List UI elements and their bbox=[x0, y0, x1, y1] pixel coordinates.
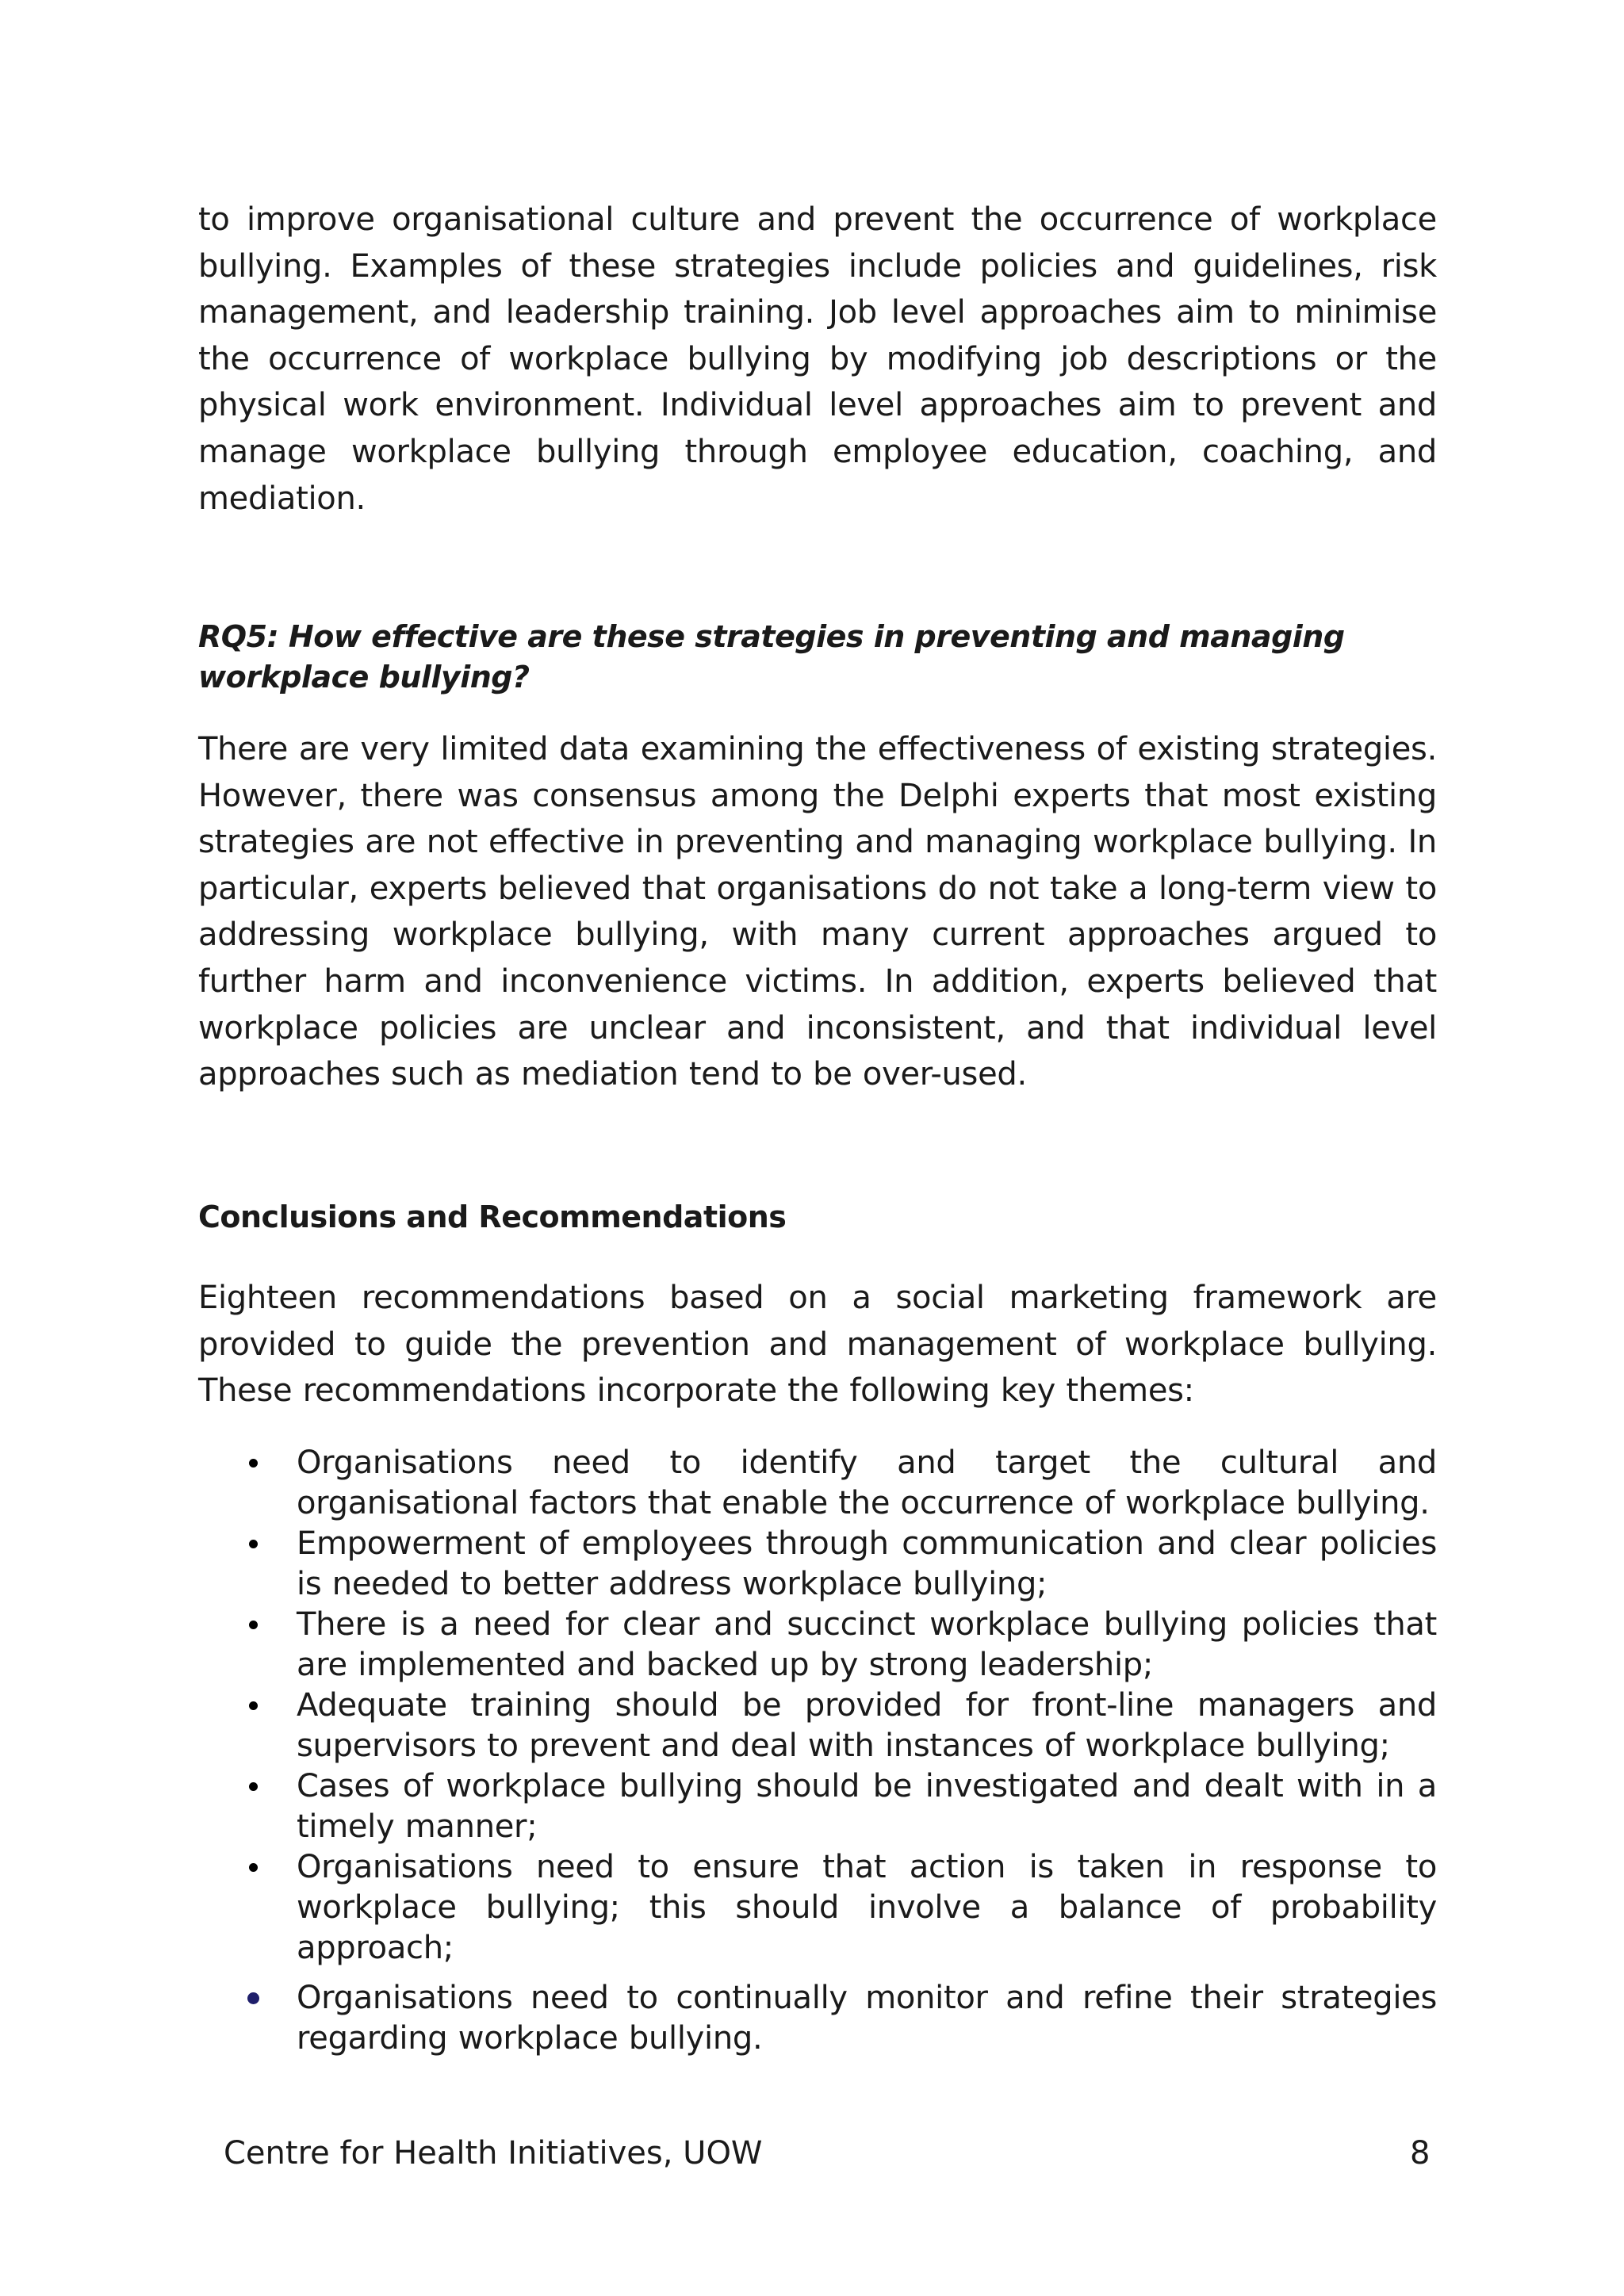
list-item-text: Adequate training should be provided for front-line managers and supervisors to prevent and deal with instances of workplace bullying; bbox=[297, 1687, 1437, 1764]
rq5-heading: RQ5: How effective are these strategies in preventing and managing workplace bullying? bbox=[198, 619, 1345, 695]
intro-paragraph: to improve organisational culture and prevent the occurrence of workplace bullying. Examples of these strategies include policies and guidelines, risk management, and leadership training. Job level approaches aim to minimise the occurrence of workplace bullying by modifying job descriptions or the physical work environment. Individual level approaches aim to prevent and manage workplace bullying through employee education, coaching, and mediation. bbox=[198, 201, 1437, 517]
bullet-icon bbox=[249, 1540, 258, 1548]
bullet-icon bbox=[249, 1782, 258, 1791]
list-item bbox=[198, 1686, 1437, 1766]
list-item-text: Empowerment of employees through communication and clear policies is needed to better address workplace bullying; bbox=[297, 1525, 1437, 1602]
rq5-paragraph: There are very limited data examining the effectiveness of existing strategies. However, there was consensus among the Delphi experts that most existing strategies are not effective in preventing and managing workplace bullying. In particular, experts believed that organisations do not take a long-term view to addressing workplace bullying, with many current approaches argued to further harm and inconvenience victims. In addition, experts believed that workplace policies are unclear and inconsistent, and that individual level approaches such as mediation tend to be over-used. bbox=[198, 731, 1437, 1093]
bullet-icon bbox=[249, 1459, 258, 1468]
footer-page-number: 8 bbox=[1410, 2135, 1431, 2172]
list-item bbox=[198, 1443, 1437, 1524]
list-item-text: Organisations need to ensure that action is taken in response to workplace bullying; this should involve a balance of probability approach; bbox=[297, 1849, 1437, 1966]
bullet-icon bbox=[249, 1701, 258, 1710]
bullet-icon bbox=[249, 1863, 258, 1872]
bullet-icon bbox=[247, 1992, 259, 2004]
list-item bbox=[198, 1524, 1437, 1605]
list-item bbox=[198, 1605, 1437, 1686]
conclusions-paragraph: Eighteen recommendations based on a social marketing framework are provided to guide the prevention and management of workplace bullying. These recommendations incorporate the following key themes: bbox=[198, 1280, 1437, 1410]
list-item bbox=[198, 1978, 1437, 2059]
list-item-text: Organisations need to identify and target the cultural and organisational factors that enable the occurrence of workplace bullying. bbox=[297, 1445, 1437, 1521]
list-item-text: Cases of workplace bullying should be investigated and dealt with in a timely manner; bbox=[297, 1768, 1437, 1845]
recommendations-list bbox=[198, 1443, 1437, 2059]
list-item-text: Organisations need to continually monitor and refine their strategies regarding workplace bullying. bbox=[297, 1980, 1437, 2057]
bullet-icon bbox=[249, 1621, 258, 1629]
document-page bbox=[198, 197, 1437, 2057]
conclusions-heading: Conclusions and Recommendations bbox=[198, 1200, 787, 1234]
list-item-text: There is a need for clear and succinct workplace bullying policies that are implemented and backed up by strong leadership; bbox=[297, 1606, 1437, 1683]
footer-organisation: Centre for Health Initiatives, UOW bbox=[224, 2135, 763, 2172]
list-item bbox=[198, 1766, 1437, 1847]
list-item bbox=[198, 1847, 1437, 1969]
